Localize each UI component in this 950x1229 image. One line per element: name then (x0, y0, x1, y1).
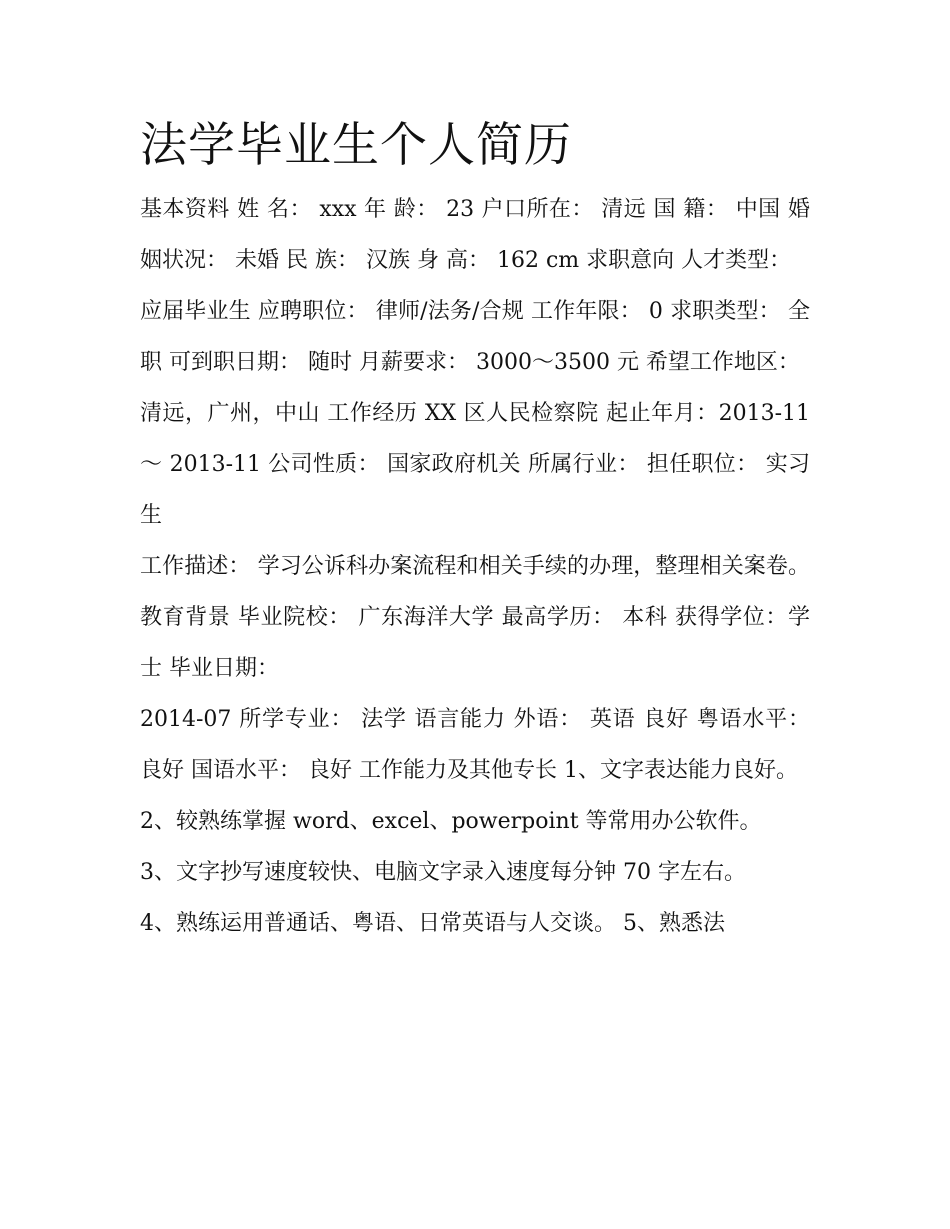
basic-info-paragraph: 基本资料 姓 名： xxx 年 龄： 23 户口所在： 清远 国 籍： 中国 婚姻状况： 未婚 民 族： 汉族 身 高： 162 cm 求职意向 人才类型： (140, 197, 810, 273)
office-software-skill: 2、较熟练掌握 word、excel、powerpoint 等常用办公软件。 (140, 809, 762, 834)
job-intention-paragraph: 应届毕业生 应聘职位： 律师/法务/合规 工作年限： 0 求职类型： 全职 可到职日期： 随时 月薪要求： 3000～3500 元 希望工作地区： (140, 299, 810, 375)
language-skills-paragraph: 2014-07 所学专业： 法学 语言能力 外语： 英语 良好 粤语水平： 良好 国语水平： 良好 工作能力及其他专长 1、文字表达能力良好。 (140, 707, 810, 783)
typing-speed-skill: 3、文字抄写速度较快、电脑文字录入速度每分钟 70 字左右。 (140, 860, 746, 885)
work-experience-paragraph: 清远，广州，中山 工作经历 XX 区人民检察院 起止年月：2013-11 ～ 2013-11 公司性质： 国家政府机关 所属行业： 担任职位： 实习生 (140, 401, 810, 528)
education-paragraph: 工作描述： 学习公诉科办案流程和相关手续的办理，整理相关案卷。 教育背景 毕业院校： 广东海洋大学 最高学历： 本科 获得学位：学士 毕业日期： (140, 554, 810, 681)
resume-content (140, 112, 810, 949)
communication-skill: 4、熟练运用普通话、粤语、日常英语与人交谈。 5、熟悉法 (140, 911, 725, 936)
document-title: 法学毕业生个人简历 (140, 118, 572, 173)
